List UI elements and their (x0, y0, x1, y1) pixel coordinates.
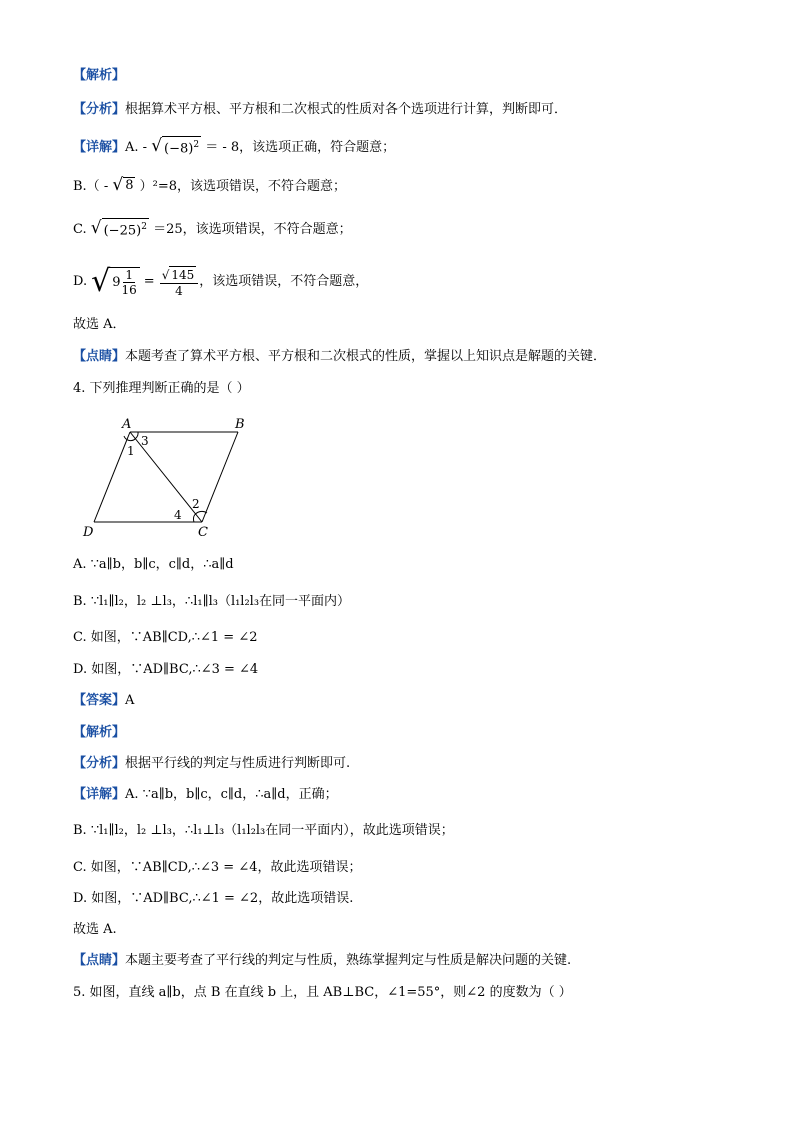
detail-line-2c: C. 如图，∵AB∥CD,∴∠3 = ∠4，故此选项错误； (73, 860, 362, 875)
analysis-text-2: 根据平行线的判定与性质进行判断即可. (125, 756, 351, 771)
remark-line-2 (73, 952, 571, 970)
radical-sign: √ (112, 175, 124, 195)
radicand: $(-25)^2$ (102, 218, 149, 239)
radicand: 9 $\frac{1}{16}$ (110, 267, 140, 297)
answer-line (73, 692, 134, 710)
radical-sign: √ (90, 218, 102, 239)
conclusion-2: 故选 A. (73, 922, 117, 937)
remark-text: 本题考查了算术平方根、平方根和二次根式的性质，掌握以上知识点是解题的关键． (125, 349, 607, 364)
segment-bc (202, 432, 238, 522)
label-c: C (198, 525, 208, 540)
angle-arc-c4 (193, 516, 194, 522)
section-analysis-heading (73, 67, 125, 85)
detail-line-a (73, 136, 395, 157)
analysis-line-2 (73, 755, 350, 773)
detail-line-2a (73, 786, 338, 804)
tag-jiexi: 【解析】 (73, 725, 126, 740)
radical-sign: √ (151, 136, 163, 157)
sqrt-expression (112, 177, 135, 194)
detail-line-2d: D. 如图，∵AD∥BC,∴∠1 = ∠2，故此选项错误. (73, 891, 354, 906)
section-analysis-heading-2 (73, 724, 125, 742)
tag-xiangjie: 【详解】 (73, 787, 126, 802)
question-5: 5. 如图，直线 a∥b，点 B 在直线 b 上，且 AB⊥BC，∠1=55°，则∠2 的度数为（ ） (73, 985, 572, 1000)
tag-fenxi: 【分析】 (73, 102, 126, 117)
label-angle-3: 3 (141, 434, 149, 448)
option-b-result: ）²=8，该选项错误，不符合题意； (139, 179, 347, 194)
radicand: 8 (125, 178, 134, 193)
fraction: √ 145 4 (160, 266, 199, 298)
analysis-text: 根据算术平方根、平方根和二次根式的性质对各个选项进行计算，判断即可． (125, 102, 568, 117)
label-angle-1: 1 (127, 444, 135, 458)
analysis-line (73, 101, 567, 119)
detail-line-2b: B. ∵l₁∥l₂，l₂ ⊥l₃，∴l₁⊥l₃（l₁l₂l₃在同一平面内），故此选项错误； (73, 823, 454, 838)
detail-line-c (73, 218, 352, 239)
sqrt-expression (151, 136, 201, 157)
segment-da (94, 432, 130, 522)
parallelogram-figure (80, 412, 280, 542)
tag-dianjing: 【点睛】 (73, 349, 126, 364)
option-c-prefix: C. (73, 222, 87, 238)
remark-text-2: 本题主要考查了平行线的判定与性质，熟练掌握判定与性质是解决问题的关键. (125, 953, 572, 968)
tag-jiexi: 【解析】 (73, 68, 126, 83)
remark-line (73, 348, 606, 366)
radical-sign: √ (91, 264, 111, 299)
tag-xiangjie: 【详解】 (73, 140, 126, 156)
label-angle-4: 4 (174, 508, 182, 522)
sqrt-expression (91, 218, 149, 239)
sqrt-expression (91, 264, 140, 299)
tag-daan: 【答案】 (73, 693, 126, 708)
label-d: D (83, 525, 94, 540)
answer-value: A (125, 693, 135, 708)
detail-a-text: A. ∵a∥b，b∥c，c∥d，∴a∥d，正确； (125, 787, 338, 802)
option-a: A. ∵a∥b，b∥c，c∥d，∴a∥d (73, 557, 234, 572)
option-a-result: ＝ - 8，该选项正确，符合题意； (205, 140, 396, 156)
detail-line-d (73, 262, 368, 302)
option-b-prefix: B.（ - (73, 179, 109, 194)
option-c-result: ＝25，该选项错误，不符合题意； (153, 222, 352, 238)
conclusion: 故选 A． (73, 317, 126, 332)
option-c: C. 如图，∵AB∥CD,∴∠1 = ∠2 (73, 630, 258, 645)
option-a-prefix: A. - (125, 140, 148, 156)
label-b: B (235, 417, 245, 432)
equals-sign: = (143, 274, 155, 289)
angle-arc-a3 (136, 432, 138, 438)
tag-fenxi: 【分析】 (73, 756, 126, 771)
question-4: 4. 下列推理判断正确的是（ ） (73, 381, 250, 396)
option-d-prefix: D. (73, 274, 88, 289)
option-d-result: ，该选项错误，不符合题意， (199, 274, 369, 289)
label-angle-2: 2 (192, 497, 200, 511)
option-b: B. ∵l₁∥l₂，l₂ ⊥l₃，∴l₁∥l₃（l₁l₂l₃在同一平面内） (73, 594, 351, 609)
tag-dianjing: 【点睛】 (73, 953, 126, 968)
option-d: D. 如图，∵AD∥BC,∴∠3 = ∠4 (73, 662, 259, 677)
detail-line-b (73, 177, 346, 196)
label-a: A (122, 417, 132, 432)
radicand: $(-8)^2$ (162, 136, 201, 157)
